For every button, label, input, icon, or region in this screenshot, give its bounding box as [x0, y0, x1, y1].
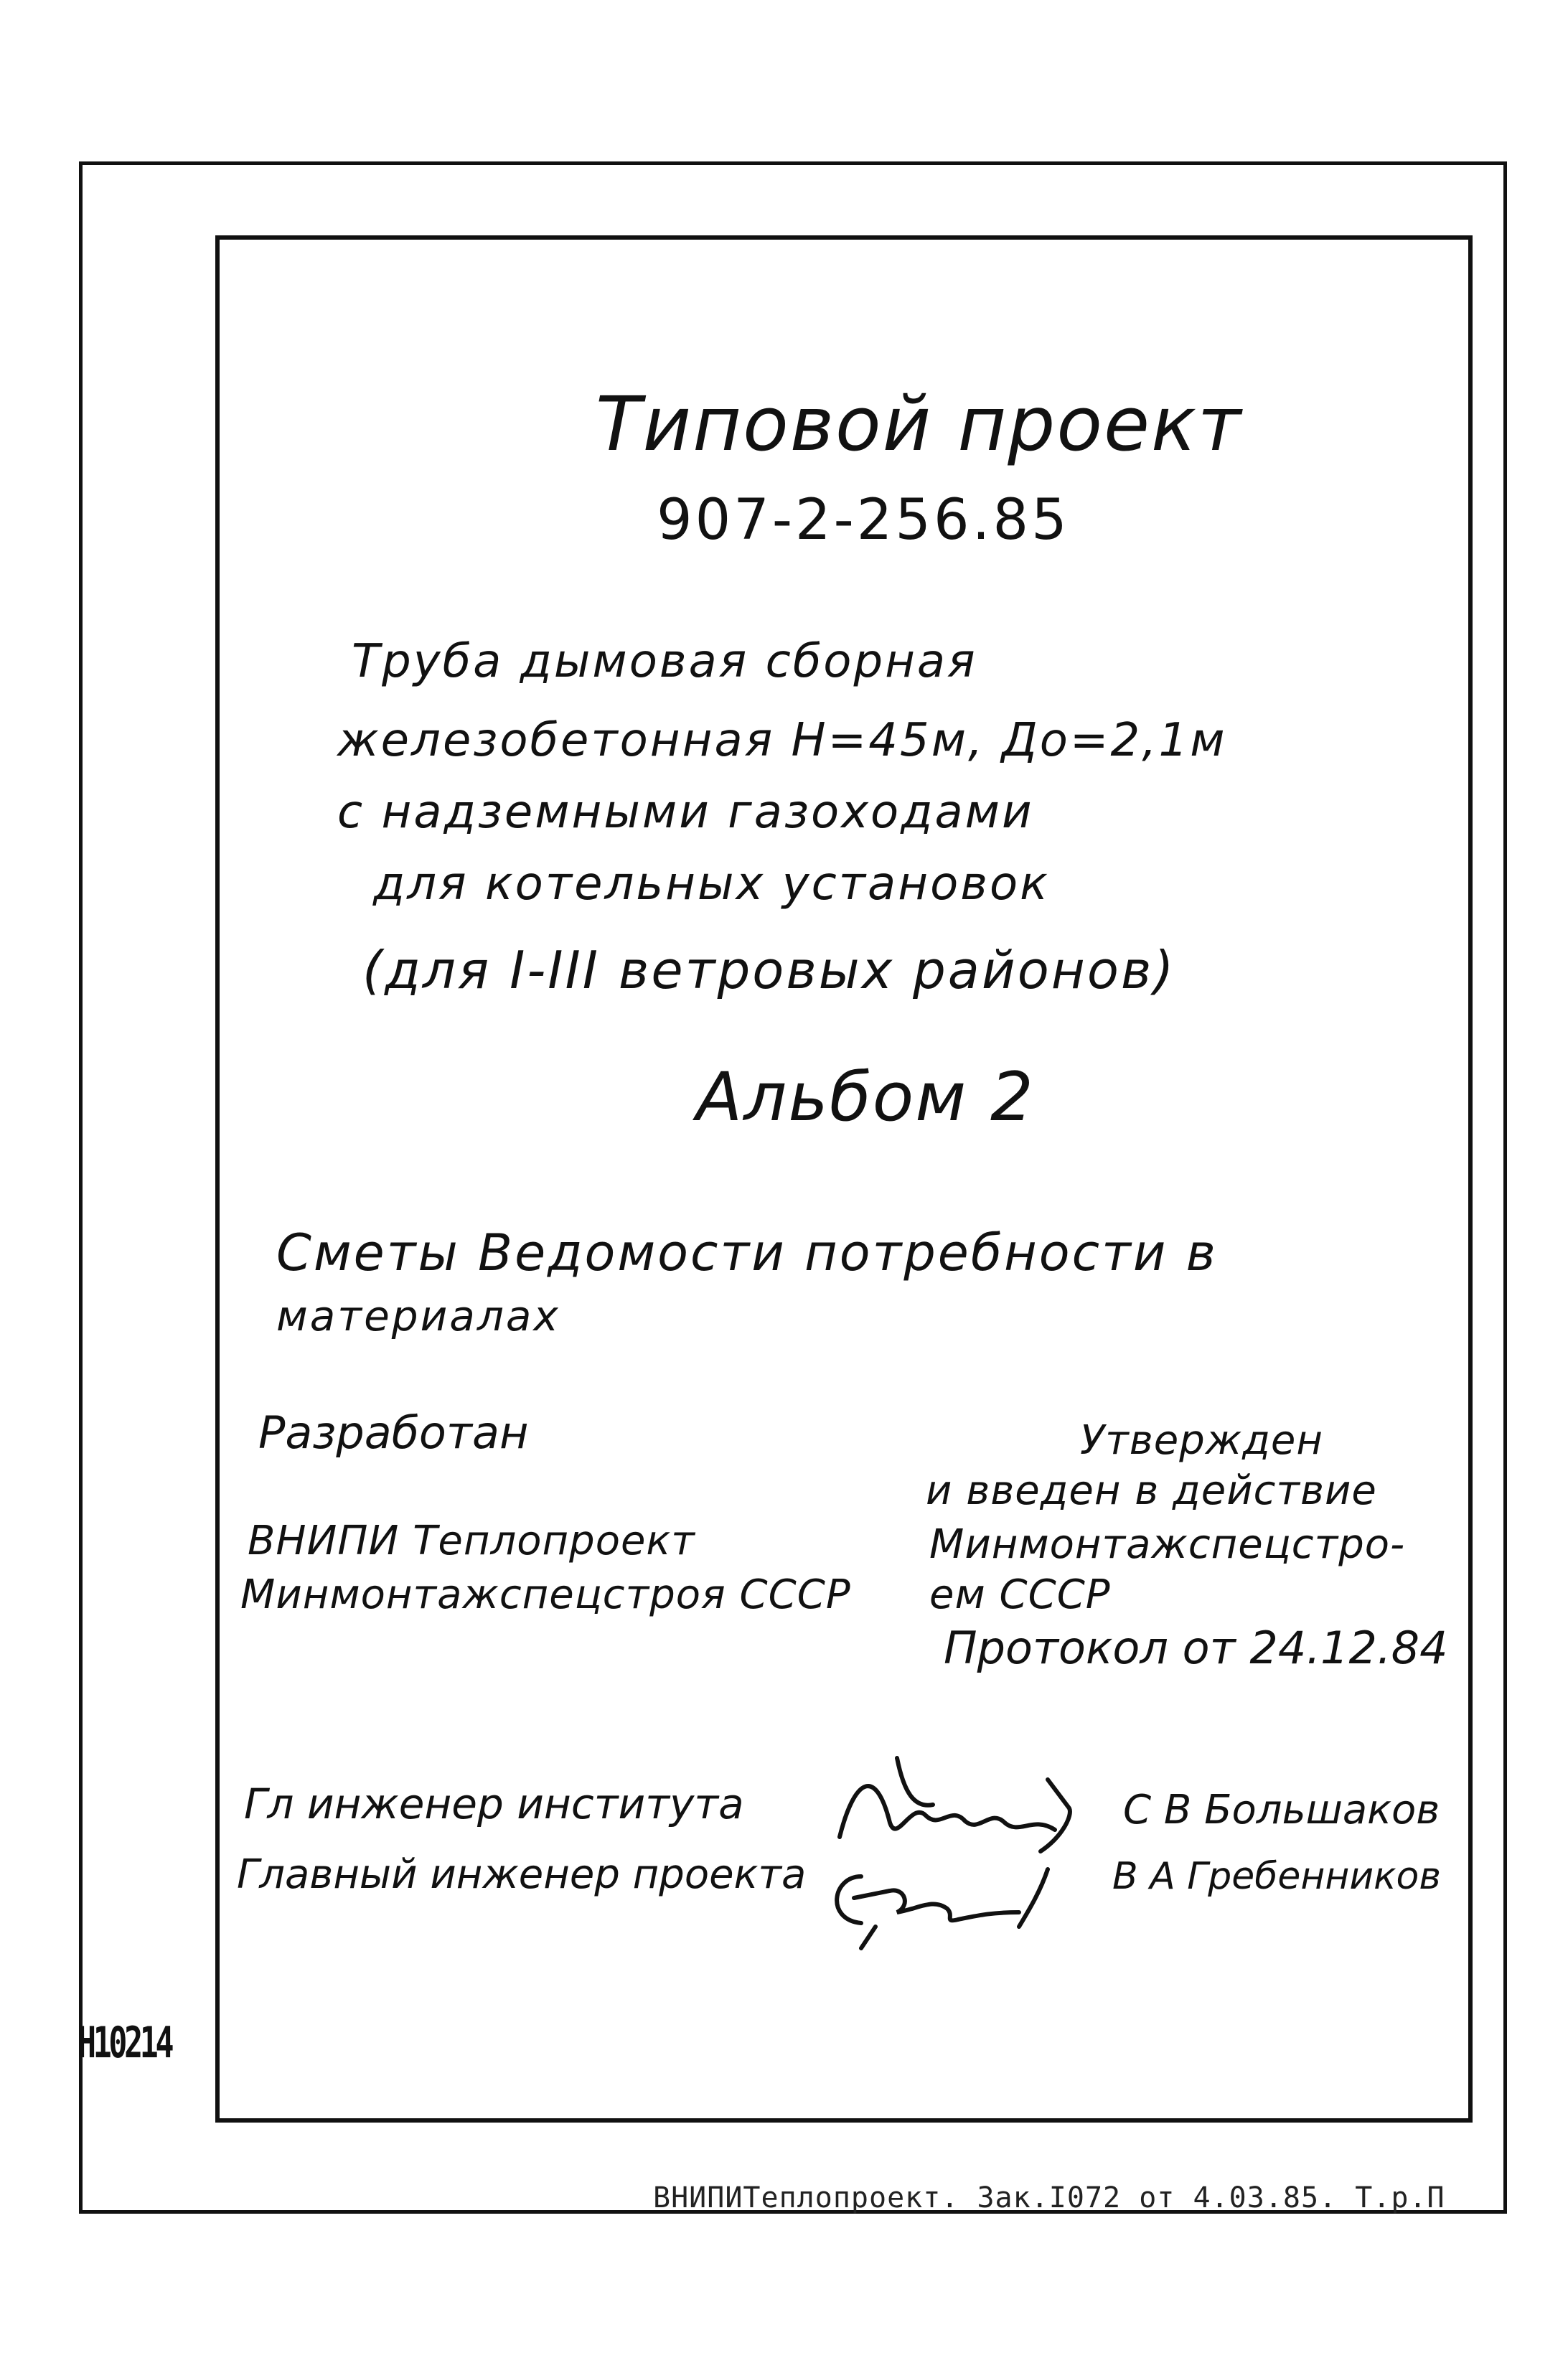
project-number: 907-2-256.85	[657, 488, 1070, 553]
approved-line-1: Утвержден	[1080, 1417, 1323, 1464]
archive-number: Н10214	[78, 2018, 172, 2068]
approved-line-2: и введен в действие	[926, 1467, 1377, 1514]
estimates-line-1: Сметы Ведомости потребности в	[276, 1223, 1218, 1282]
signature-name-2: В А Гребенников	[1112, 1855, 1441, 1898]
developed-label: Разработан	[258, 1406, 529, 1459]
signature-role-1: Гл инженер института	[244, 1780, 744, 1828]
description-line-4: для котельных установок	[373, 857, 1050, 911]
description-line-2: железобетонная H=45м, До=2,1м	[337, 714, 1227, 767]
approval-protocol: Протокол от 24.12.84	[944, 1622, 1448, 1674]
album-title: Альбом 2	[696, 1058, 1035, 1137]
print-footer: ВНИПИТеплопроект. Зак.I072 от 4.03.85. Т.р.П	[653, 2181, 1445, 2214]
description-line-3: с надземными газоходами	[337, 786, 1034, 839]
wind-regions-note: (для I-III ветровых районов)	[362, 940, 1176, 1000]
signature-name-1: С В Большаков	[1123, 1787, 1440, 1833]
signature-role-2: Главный инженер проекта	[237, 1851, 807, 1898]
page-title: Типовой проект	[596, 380, 1243, 468]
description-line-1: Труба дымовая сборная	[352, 635, 977, 688]
approved-line-4: ем СССР	[929, 1571, 1111, 1618]
estimates-line-2: материалах	[276, 1292, 560, 1340]
approved-line-3: Минмонтажспецстро-	[929, 1521, 1406, 1568]
developer-org-line-2: Минмонтажспецстроя СССР	[240, 1571, 851, 1618]
handwritten-signature-2	[811, 1841, 1084, 1955]
developer-org-line-1: ВНИПИ Теплопроект	[248, 1518, 695, 1564]
